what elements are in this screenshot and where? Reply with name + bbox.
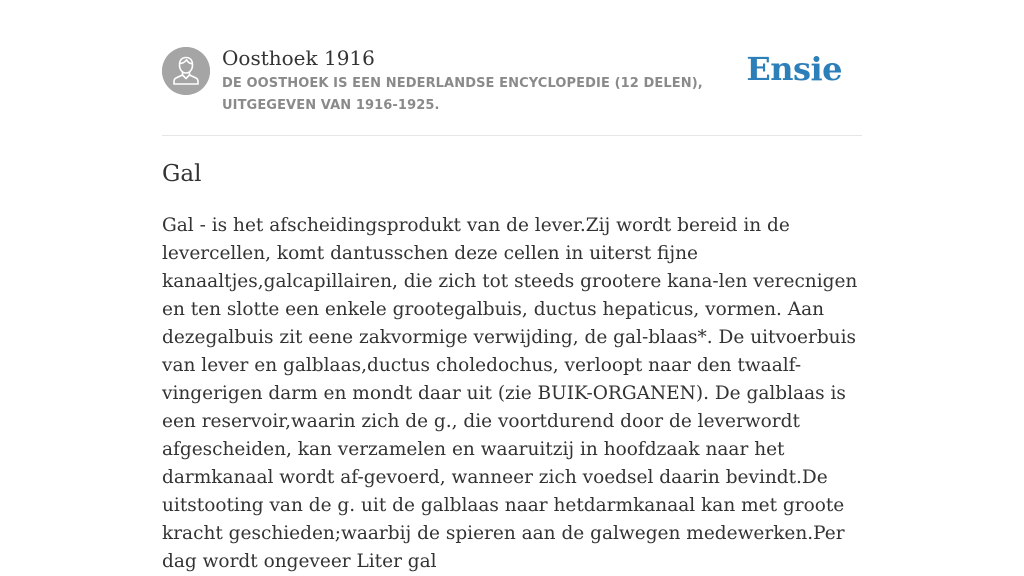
content-container: [162, 0, 862, 572]
article-title: Gal: [162, 161, 202, 187]
article-body: Gal - is het afscheidingsprodukt van de lever.Zij wordt bereid in de levercellen, komt dantusschen deze cellen in uiterst fijne kanaaltjes,galcapillairen, die zich tot steeds grootere kana-len verecnigen en ten slotte een enkele grootegalbuis, ductus hepaticus, vormen. Aan dezegalbuis zit eene zakvormige verwijding, de gal-blaas*. De uitvoerbuis van lever en galblaas,ductus choledochus, verloopt naar den twaalf-vingerigen darm en mondt daar uit (zie BUIK-ORGANEN). De galblaas is een reservoir,waarin zich de g., die voortdurend door de leverwordt afgescheiden, kan verzamelen en waaruitzij in hoofdzaak naar het darmkanaal wordt af-gevoerd, wanneer zich voedsel daarin bevindt.De uitstooting van de g. uit de galblaas naar hetdarmkanaal kan met groote kracht geschieden;waarbij de spieren aan de galwegen medewerken.Per dag wordt ongeveer Liter gal: [162, 215, 858, 572]
source-description: DE OOSTHOEK IS EEN NEDERLANDSE ENCYCLOPEDIE (12 DELEN), UITGEGEVEN VAN 1916-1925.: [222, 76, 703, 113]
user-silhouette-icon: [162, 47, 210, 95]
ensie-logo[interactable]: Ensie: [746, 50, 842, 88]
source-info: [222, 45, 762, 117]
source-header: [162, 0, 862, 136]
avatar[interactable]: [162, 47, 210, 95]
source-title[interactable]: Oosthoek 1916: [222, 46, 375, 70]
